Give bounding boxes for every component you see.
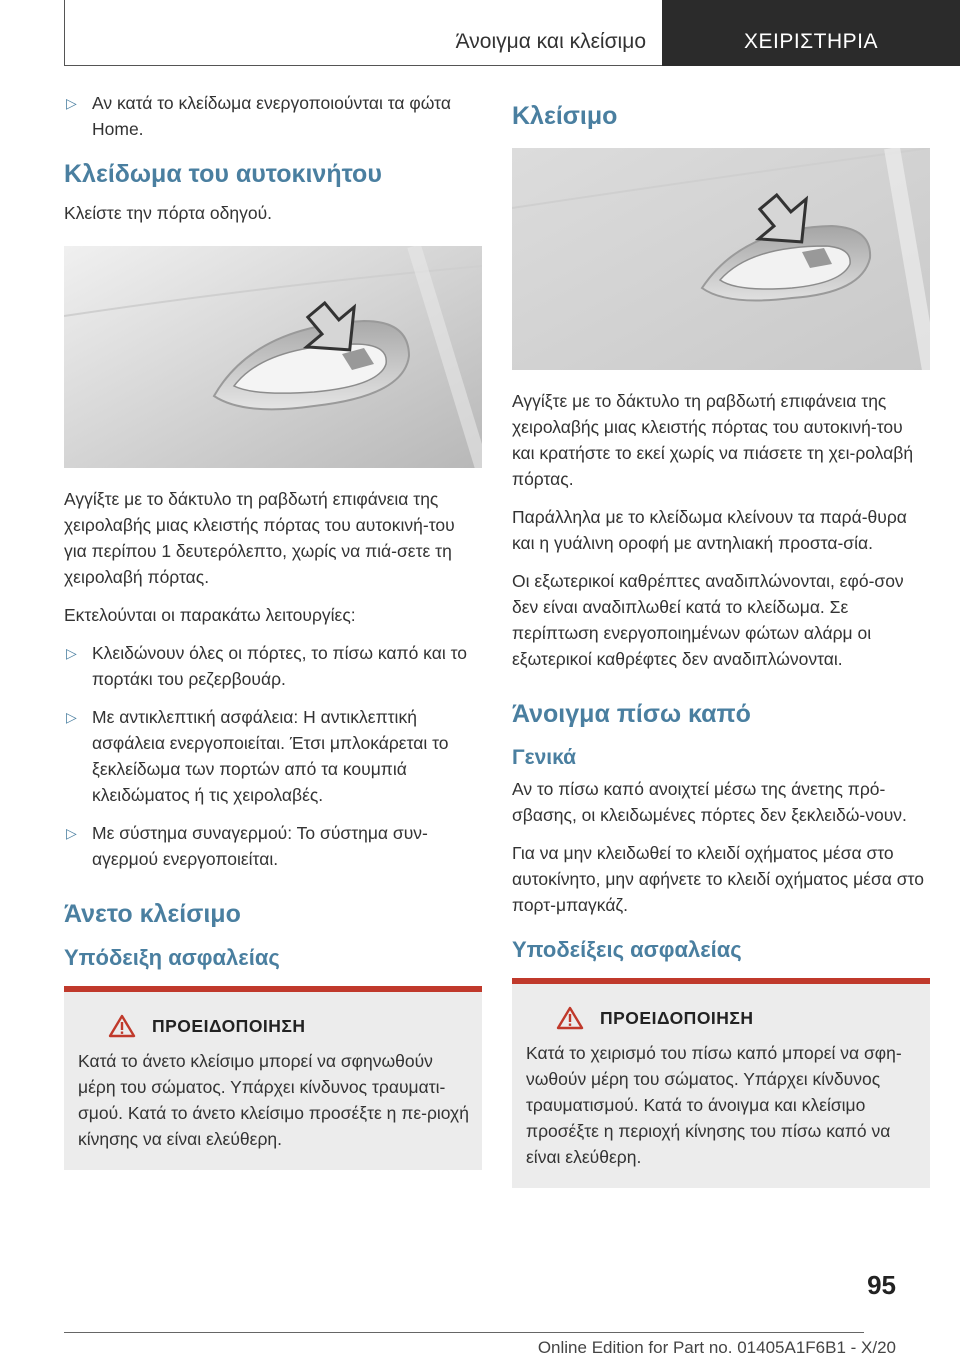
- paragraph-mirrors-fold: Οι εξωτερικοί καθρέπτες αναδιπλώνονται, εφό-σον δεν είναι αναδιπλωθεί κατά το κλείδωμα. Σε περίπτωση ενεργοποιημένων φώτων αλάρμ οι εξωτερικοί καθρέφτες δεν αναδιπλώνονται.: [512, 571, 904, 669]
- warning-box: [512, 978, 930, 1188]
- warning-text: Κατά το χειρισμό του πίσω καπό μπορεί να σφη-νωθούν μέρη του σώματος. Υπάρχει κίνδυνος τραυματισμού. Κατά το άνοιγμα και κλείσιμο προσέξτε η περιοχή κίνησης του πίσω καπό να είναι ελεύθερη.: [526, 1043, 902, 1167]
- footer-divider: [64, 1332, 864, 1333]
- door-handle-photo: [64, 246, 482, 468]
- warning-text: Κατά το άνετο κλείσιμο μπορεί να σφηνωθούν μέρη του σώματος. Υπάρχει κίνδυνος τραυματι-σμού. Κατά το άνετο κλείσιμο προσέξτε η πε-ριοχή κίνησης να είναι ελεύθερη.: [78, 1051, 469, 1149]
- list-item: ▷ Με σύστημα συναγερμού: Το σύστημα συν-αγερμού ενεργοποιείται.: [64, 820, 482, 872]
- heading-comfort-close: Άνετο κλείσιμο: [64, 900, 241, 928]
- heading-safety-notes: Υποδείξεις ασφαλείας: [512, 937, 742, 962]
- paragraph-touch-handle: Αγγίξτε με το δάκτυλο τη ραβδωτή επιφάνεια της χειρολαβής μιας κλειστής πόρτας του αυτοκινή-του για περίπου 1 δευτερόλεπτο, χωρίς να πιά-σετε τη χειρολαβή πόρτας.: [64, 489, 455, 587]
- paragraph-touch-and-hold: Αγγίξτε με το δάκτυλο τη ραβδωτή επιφάνεια της χειρολαβής μιας κλειστής πόρτας του αυτοκινή-του και κρατήστε το εκεί χωρίς να πιάσετε τη χει-ρολαβή πόρτας.: [512, 391, 914, 489]
- edition-text: Online Edition for Part no. 01405A1F6B1 - X/20: [537, 1338, 896, 1357]
- warning-title-row: [78, 1014, 472, 1038]
- triangle-bullet-icon: ▷: [66, 645, 77, 661]
- triangle-bullet-icon: ▷: [66, 95, 77, 111]
- triangle-bullet-icon: ▷: [66, 709, 77, 725]
- header-section-title: Άνοιγμα και κλείσιμο: [455, 30, 646, 53]
- heading-safety-note: Υπόδειξη ασφαλείας: [64, 945, 280, 970]
- header-section-box: [64, 0, 662, 66]
- paragraph-functions-intro: Εκτελούνται οι παρακάτω λειτουργίες:: [64, 605, 356, 625]
- page-header: [64, 0, 960, 66]
- paragraph-key-inside: Για να μην κλειδωθεί το κλειδί οχήματος μέσα στο αυτοκίνητο, μην αφήνετε το κλειδί οχήματος μέσα στο πορτ-μπαγκάζ.: [512, 843, 924, 915]
- warning-title: ΠΡΟΕΙΔΟΠΟΙΗΣΗ: [152, 1015, 306, 1036]
- warning-title: ΠΡΟΕΙΔΟΠΟΙΗΣΗ: [600, 1007, 754, 1028]
- warning-triangle-icon: [556, 1006, 584, 1030]
- heading-general: Γενικά: [512, 746, 577, 769]
- paragraph-close-door: Κλείστε την πόρτα οδηγού.: [64, 203, 273, 223]
- warning-box: [64, 986, 482, 1170]
- list-item: ▷ Κλειδώνουν όλες οι πόρτες, το πίσω καπό και το πορτάκι του ρεζερβουάρ.: [64, 640, 482, 692]
- triangle-bullet-icon: ▷: [66, 825, 77, 841]
- header-chapter-title: ΧΕΙΡΙΣΤΗΡΙΑ: [743, 30, 878, 53]
- page-number: 95: [867, 1270, 896, 1300]
- paragraph-trunk-open: Αν το πίσω καπό ανοιχτεί μέσω της άνετης πρό-σβασης, οι κλειδωμένες πόρτες δεν ξεκλειδώ-νουν.: [512, 779, 907, 825]
- door-handle-photo: [512, 148, 930, 370]
- door-handle-illustration: [512, 148, 930, 370]
- warning-title-row: [526, 1006, 920, 1030]
- heading-lock-vehicle: Κλείδωμα του αυτοκινήτου: [64, 160, 382, 188]
- warning-triangle-icon: [108, 1014, 136, 1038]
- right-column: [512, 90, 930, 1188]
- door-handle-illustration: [64, 246, 482, 468]
- header-chapter-box: [662, 0, 960, 66]
- paragraph-windows-close: Παράλληλα με το κλείδωμα κλείνουν τα παρά-θυρα και η γυάλινη οροφή με αντηλιακή προστα-σία.: [512, 507, 907, 553]
- left-column: [64, 90, 482, 1170]
- list-item: ▷ Αν κατά το κλείδωμα ενεργοποιούνται τα φώτα Home.: [64, 90, 482, 142]
- heading-closing: Κλείσιμο: [512, 102, 618, 130]
- heading-open-trunk: Άνοιγμα πίσω καπό: [512, 700, 751, 728]
- list-item: ▷ Με αντικλεπτική ασφάλεια: Η αντικλεπτική ασφάλεια ενεργοποιείται. Έτσι μπλοκάρεται το ξεκλείδωμα των πορτών από τα κουμπιά κλειδώματος ή τις χειρολαβές.: [64, 704, 482, 808]
